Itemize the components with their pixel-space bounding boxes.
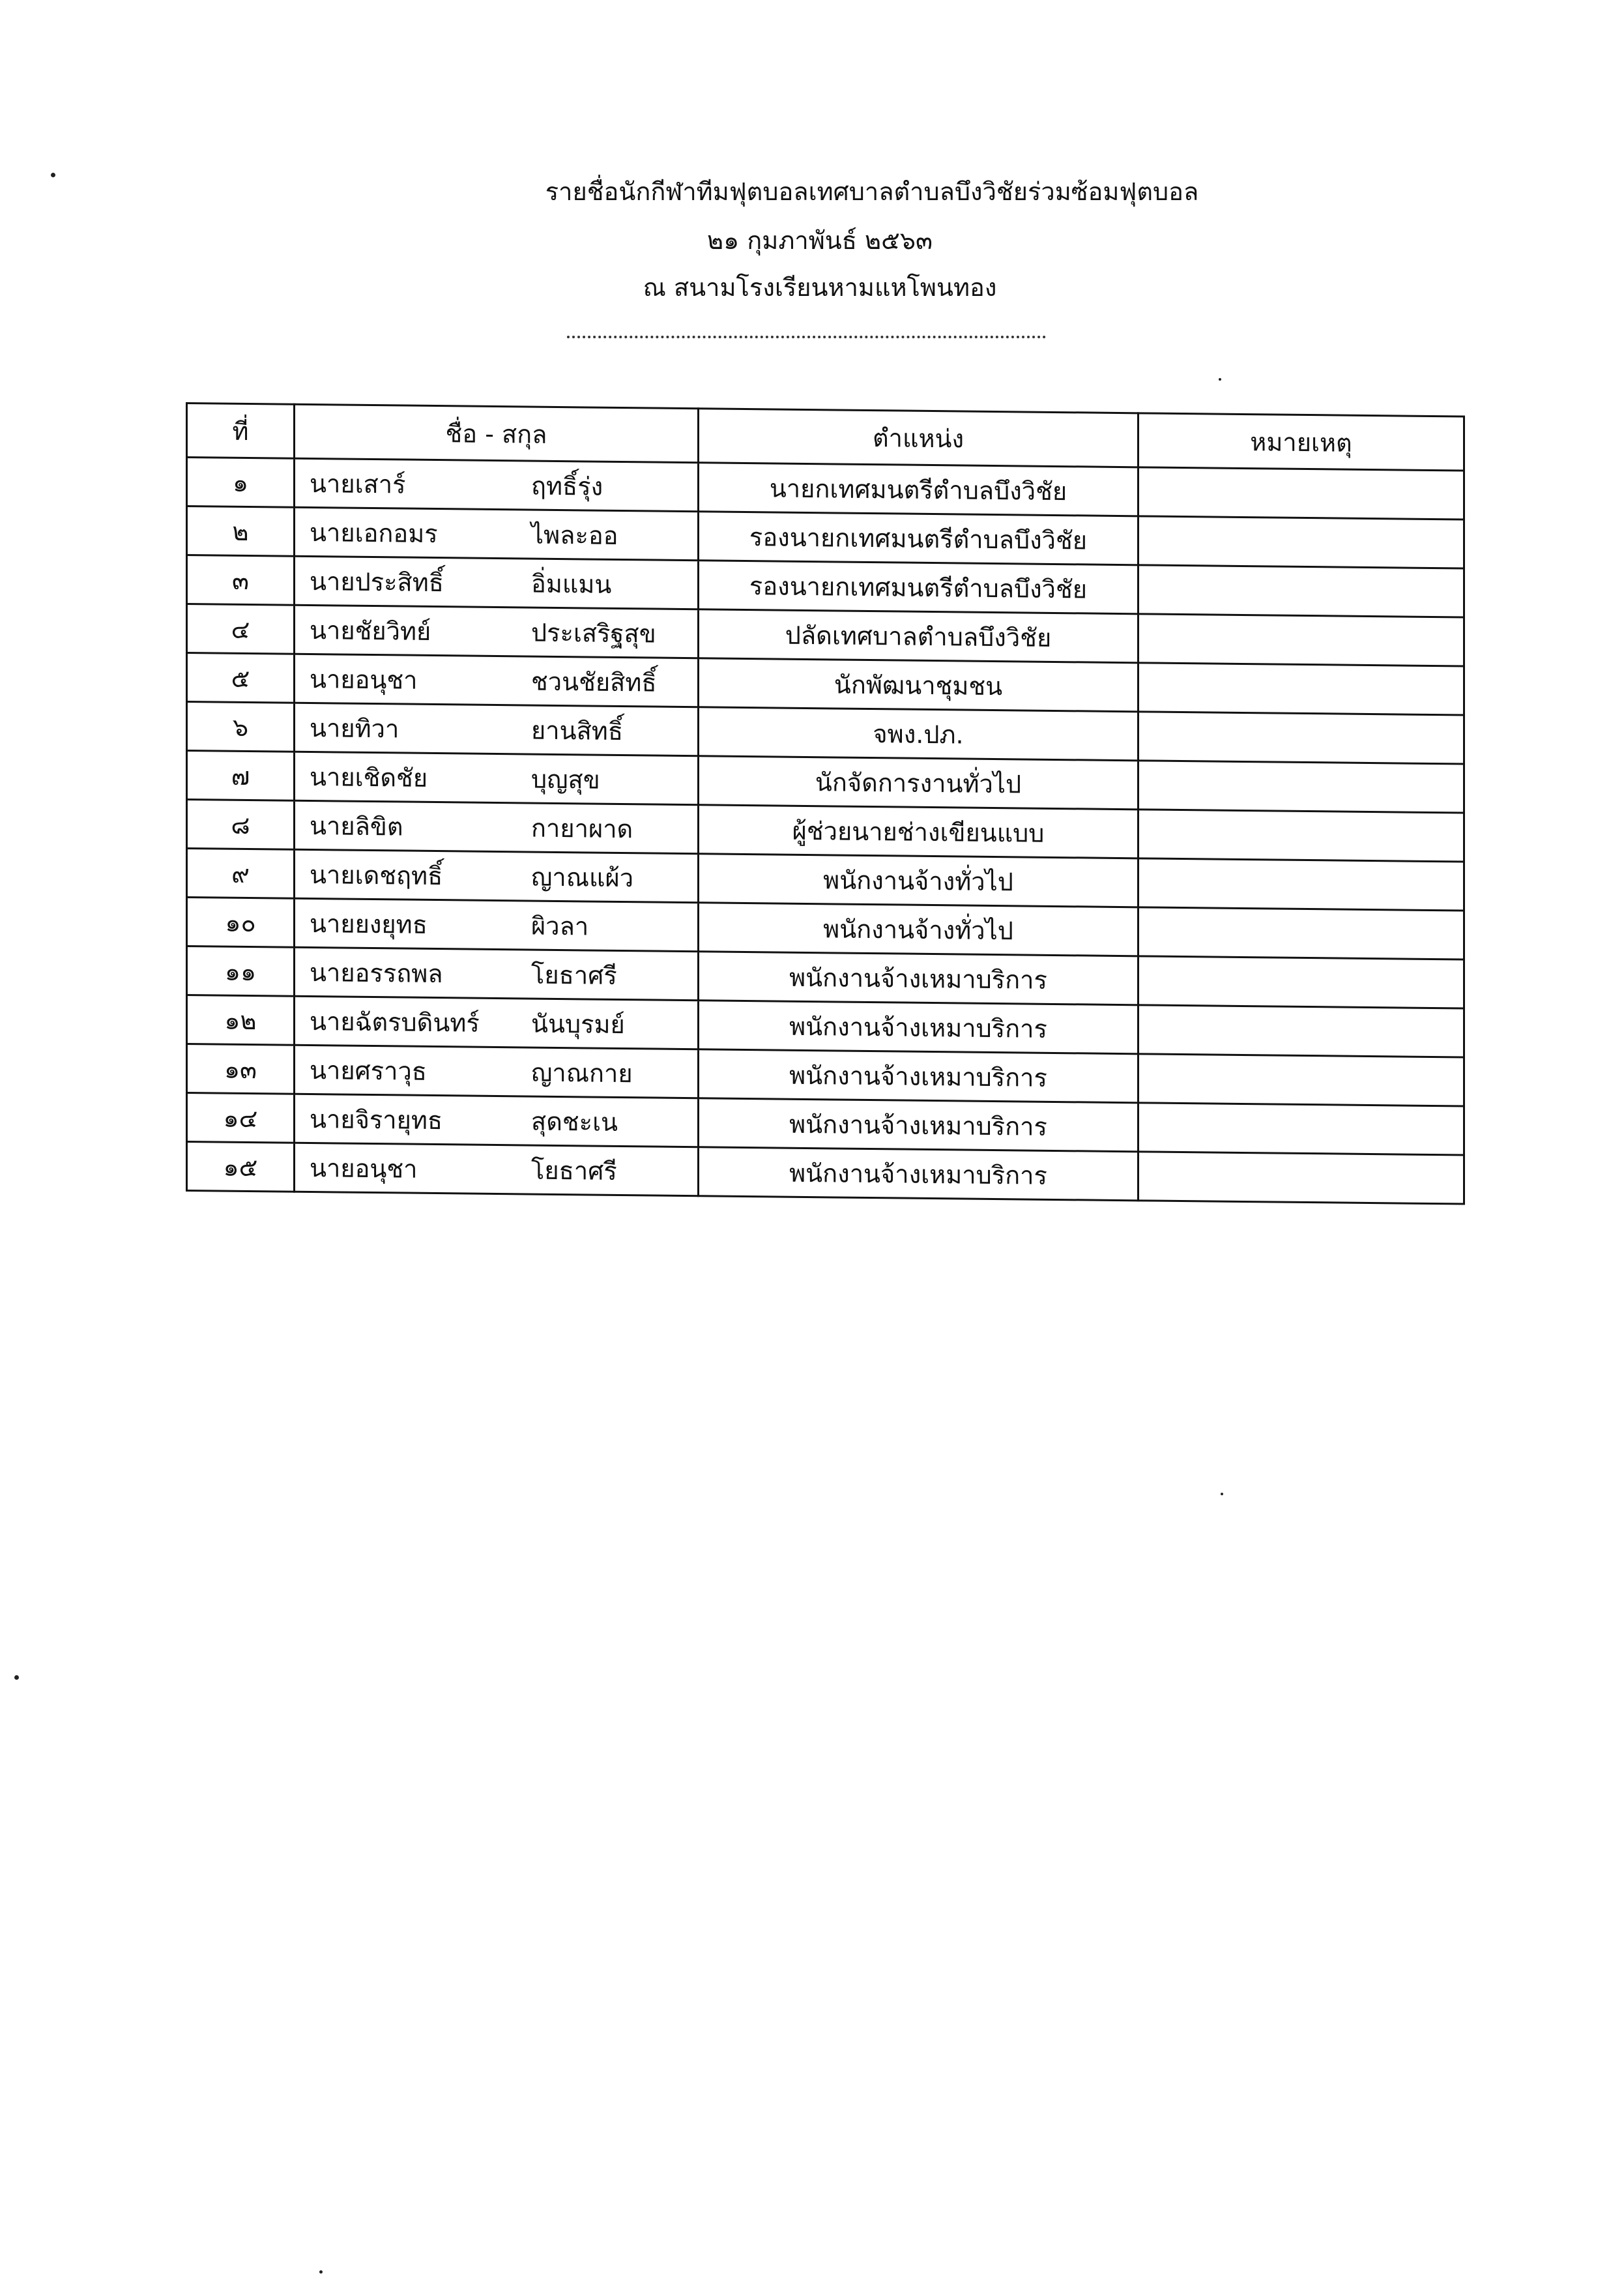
row-position: รองนายกเทศมนตรีตำบลบึงวิชัย <box>699 561 1138 614</box>
player-table <box>186 402 1465 1205</box>
header-position: ตำแหน่ง <box>699 409 1138 467</box>
row-position: พนักงานจ้างทั่วไป <box>699 903 1138 956</box>
row-remark <box>1138 956 1464 1008</box>
last-name: ชวนชัยสิทธิ์ <box>531 667 657 697</box>
last-name: บุญสุข <box>531 765 600 795</box>
scan-speck <box>1219 378 1221 381</box>
row-name <box>295 703 699 755</box>
row-number: ๑๔ <box>187 1093 295 1143</box>
row-remark <box>1138 467 1464 520</box>
row-position: พนักงานจ้างเหมาบริการ <box>699 952 1138 1005</box>
scan-speck <box>319 2270 323 2274</box>
row-position: ปลัดเทศบาลตำบลบึงวิชัย <box>699 609 1138 663</box>
first-name: นายทิวา <box>310 713 399 743</box>
row-name <box>295 898 699 951</box>
row-number: ๒ <box>187 506 295 557</box>
row-remark <box>1138 761 1464 813</box>
row-position: พนักงานจ้างเหมาบริการ <box>699 1049 1138 1103</box>
scan-speck <box>51 173 55 177</box>
row-name <box>295 605 699 658</box>
last-name: ยานสิทธิ์ <box>531 716 624 746</box>
row-number: ๑๕ <box>187 1142 295 1192</box>
last-name: ไพละออ <box>531 520 618 550</box>
dotted-separator <box>567 329 1046 338</box>
scan-speck <box>14 1675 19 1680</box>
document-title: รายชื่อนักกีฬาทีมฟุตบอลเทศบาลตำบลบึงวิชัยร่วมซ้อมฟุตบอล <box>545 177 1199 206</box>
row-remark <box>1138 907 1464 959</box>
first-name: นายเสาร์ <box>310 469 406 499</box>
row-remark <box>1138 858 1464 911</box>
first-name: นายฉัตรบดินทร์ <box>310 1006 480 1038</box>
first-name: นายจิรายุทธ <box>310 1104 443 1135</box>
row-name <box>295 1045 699 1098</box>
scan-speck <box>1221 1493 1223 1495</box>
last-name: ประเสริฐสุข <box>531 618 656 649</box>
row-name <box>295 458 699 511</box>
row-position: นักจัดการงานทั่วไป <box>699 756 1138 810</box>
row-number: ๕ <box>187 653 295 703</box>
last-name: กายาผาด <box>531 813 633 843</box>
row-name <box>295 556 699 609</box>
row-remark <box>1138 1054 1464 1106</box>
row-position: พนักงานจ้างเหมาบริการ <box>699 1001 1138 1054</box>
first-name: นายอรรถพล <box>310 958 443 988</box>
row-number: ๑๐ <box>187 898 295 948</box>
row-name <box>295 752 699 804</box>
row-number: ๑ <box>187 458 295 508</box>
row-name <box>295 800 699 853</box>
last-name: ญาณแผ้ว <box>531 862 634 892</box>
row-number: ๓ <box>187 555 295 606</box>
first-name: นายศราวุธ <box>310 1055 427 1086</box>
row-name <box>295 996 699 1049</box>
row-number: ๙ <box>187 849 295 899</box>
row-name <box>295 849 699 902</box>
row-position: จพง.ปภ. <box>699 707 1138 761</box>
row-remark <box>1138 1152 1464 1204</box>
row-remark <box>1138 516 1464 568</box>
row-number: ๑๑ <box>187 946 295 997</box>
row-number: ๑๒ <box>187 995 295 1046</box>
last-name: ฤทธิ์รุ่ง <box>531 471 603 501</box>
last-name: โยธาศรี <box>531 960 617 990</box>
row-number: ๘ <box>187 800 295 850</box>
row-name <box>295 507 699 560</box>
first-name: นายยงยุทธ <box>310 909 428 939</box>
row-position: นักพัฒนาชุมชน <box>699 658 1138 712</box>
row-position: รองนายกเทศมนตรีตำบลบึงวิชัย <box>699 512 1138 565</box>
first-name: นายอนุชา <box>310 1153 418 1184</box>
last-name: นันบุรมย์ <box>531 1009 625 1039</box>
first-name: นายชัยวิทย์ <box>310 615 431 646</box>
row-remark <box>1138 712 1464 764</box>
row-name <box>295 1094 699 1147</box>
last-name: ผิวลา <box>531 911 589 941</box>
first-name: นายอนุชา <box>310 664 418 695</box>
row-position: พนักงานจ้างเหมาบริการ <box>699 1098 1138 1152</box>
document-venue: ณ สนามโรงเรียนหามแหโพนทอง <box>643 273 997 302</box>
row-number: ๑๓ <box>187 1044 295 1094</box>
row-remark <box>1138 1005 1464 1057</box>
row-name <box>295 1143 699 1195</box>
first-name: นายเดชฤทธิ์ <box>310 860 443 890</box>
row-position: ผู้ช่วยนายช่างเขียนแบบ <box>699 805 1138 858</box>
row-name <box>295 654 699 707</box>
row-position: พนักงานจ้างเหมาบริการ <box>699 1147 1138 1201</box>
first-name: นายเอกอมร <box>310 518 438 548</box>
row-remark <box>1138 663 1464 715</box>
row-remark <box>1138 614 1464 666</box>
first-name: นายลิขิต <box>310 811 403 841</box>
first-name: นายเชิดชัย <box>310 762 428 793</box>
last-name: โยธาศรี <box>531 1156 617 1186</box>
row-number: ๖ <box>187 702 295 752</box>
header-no: ที่ <box>187 403 295 459</box>
row-remark <box>1138 810 1464 862</box>
document-date: ๒๑ กุมภาพันธ์ ๒๕๖๓ <box>707 226 933 255</box>
header-remark: หมายเหตุ <box>1138 413 1464 471</box>
header-name: ชื่อ - สกุล <box>295 404 699 462</box>
last-name: อิ่มแมน <box>531 569 612 599</box>
last-name: สุดชะเน <box>531 1107 618 1137</box>
row-name <box>295 947 699 1000</box>
row-number: ๔ <box>187 604 295 654</box>
row-number: ๗ <box>187 751 295 801</box>
first-name: นายประสิทธิ์ <box>310 566 444 597</box>
last-name: ญาณกาย <box>531 1058 633 1088</box>
row-remark <box>1138 565 1464 617</box>
row-position: พนักงานจ้างทั่วไป <box>699 854 1138 907</box>
row-position: นายกเทศมนตรีตำบลบึงวิชัย <box>699 463 1138 516</box>
row-remark <box>1138 1103 1464 1155</box>
